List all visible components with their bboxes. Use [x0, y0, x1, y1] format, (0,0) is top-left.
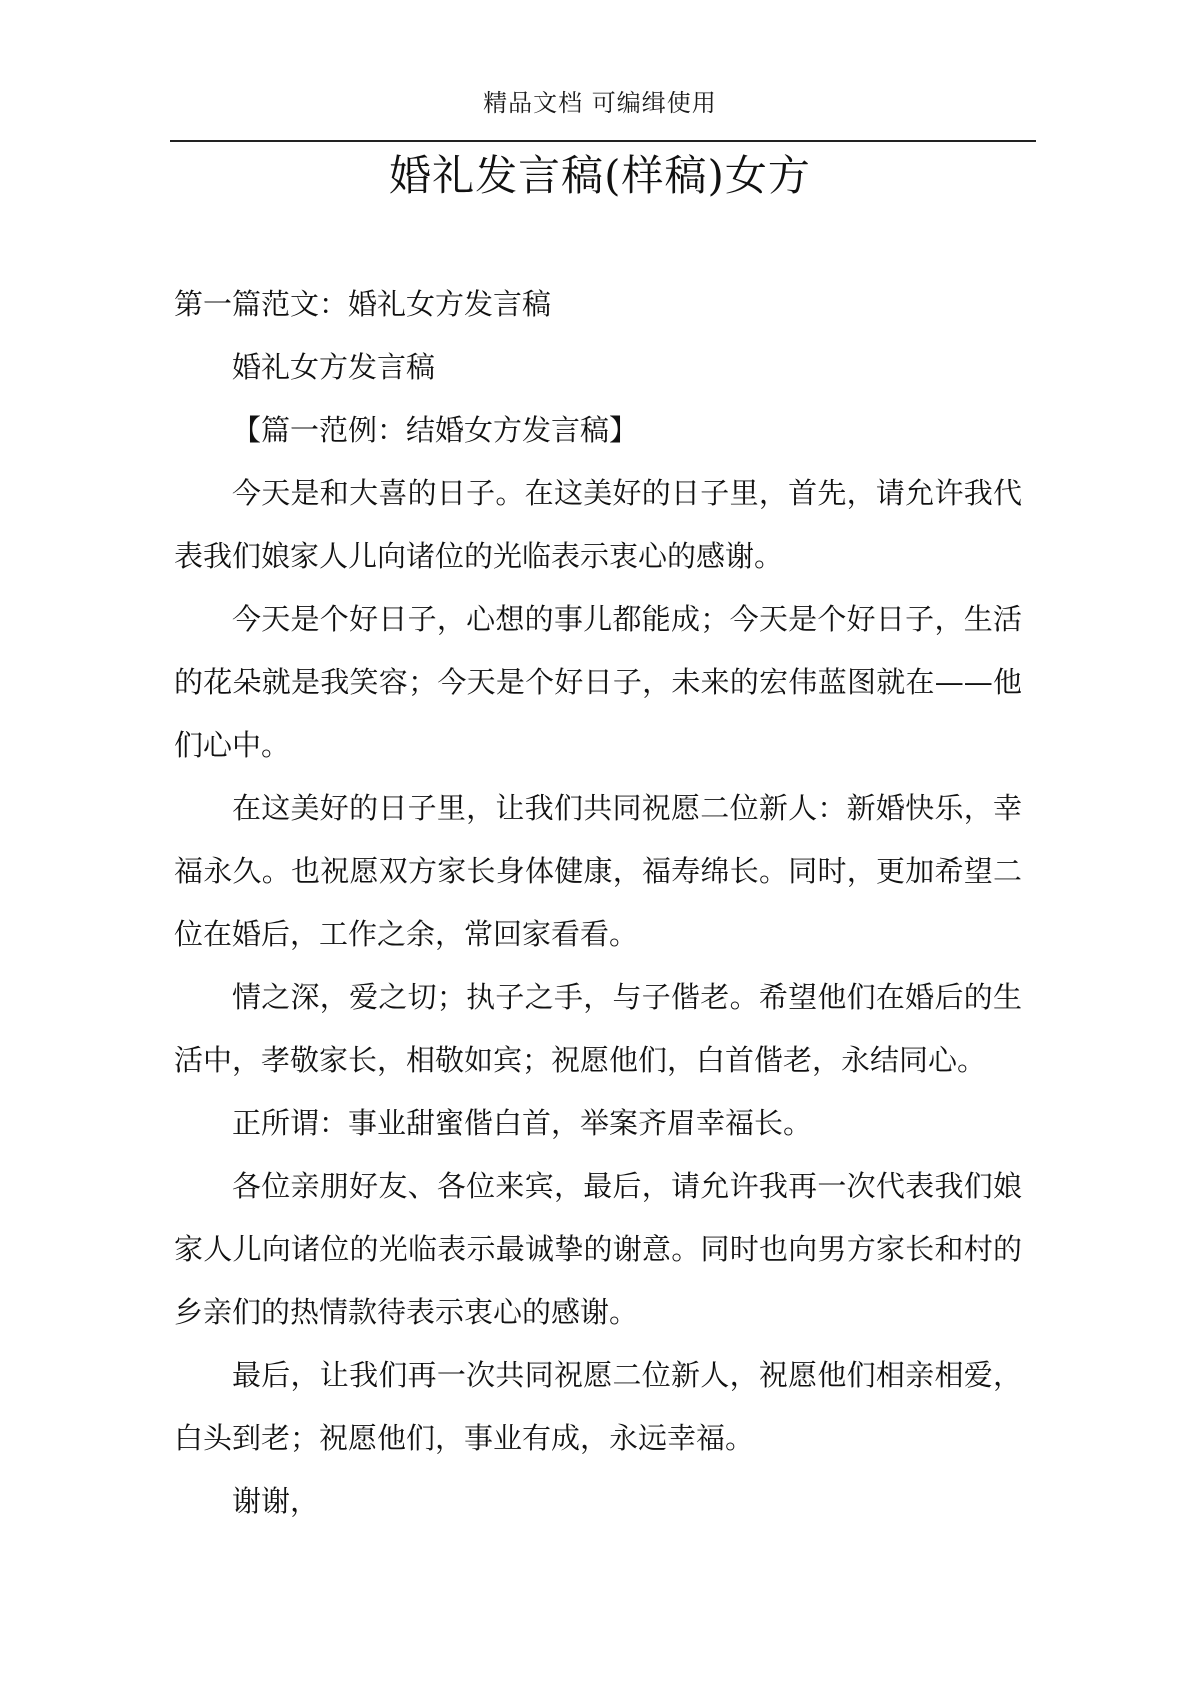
document-title: 婚礼发言稿(样稿)女方 — [389, 151, 811, 200]
paragraph: 正所谓：事业甜蜜偕白首，举案齐眉幸福长。 — [232, 1106, 813, 1140]
paragraph-subtitle: 婚礼女方发言稿 — [232, 350, 436, 384]
paragraph: 情之深，爱之切；执子之手，与子偕老。希望他们在婚后的生活中，孝敬家长，相敬如宾；祝愿他们，白首偕老，永结同心。 — [174, 980, 1022, 1077]
paragraph: 各位亲朋好友、各位来宾，最后，请允许我再一次代表我们娘家人儿向诸位的光临表示最诚挚的谢意。同时也向男方家长和村的乡亲们的热情款待表示衷心的感谢。 — [174, 1169, 1022, 1329]
paragraph-section-heading: 第一篇范文：婚礼女方发言稿 — [174, 287, 552, 321]
paragraph: 在这美好的日子里，让我们共同祝愿二位新人：新婚快乐，幸福永久。也祝愿双方家长身体健康，福寿绵长。同时，更加希望二位在婚后，工作之余，常回家看看。 — [174, 791, 1022, 951]
paragraph: 今天是个好日子，心想的事儿都能成；今天是个好日子，生活的花朵就是我笑容；今天是个好日子，未来的宏伟蓝图就在——他们心中。 — [174, 602, 1022, 762]
document-body — [174, 273, 1022, 1533]
paragraph: 最后，让我们再一次共同祝愿二位新人，祝愿他们相亲相爱，白头到老；祝愿他们，事业有成，永远幸福。 — [174, 1358, 1022, 1455]
paragraph: 今天是和大喜的日子。在这美好的日子里，首先，请允许我代表我们娘家人儿向诸位的光临表示衷心的感谢。 — [174, 476, 1022, 573]
page-header: 精品文档 可编缉使用 — [483, 89, 717, 117]
paragraph-example-heading: 【篇一范例：结婚女方发言稿】 — [232, 413, 639, 447]
header-divider — [170, 140, 1036, 142]
paragraph-closing: 谢谢， — [232, 1484, 320, 1518]
